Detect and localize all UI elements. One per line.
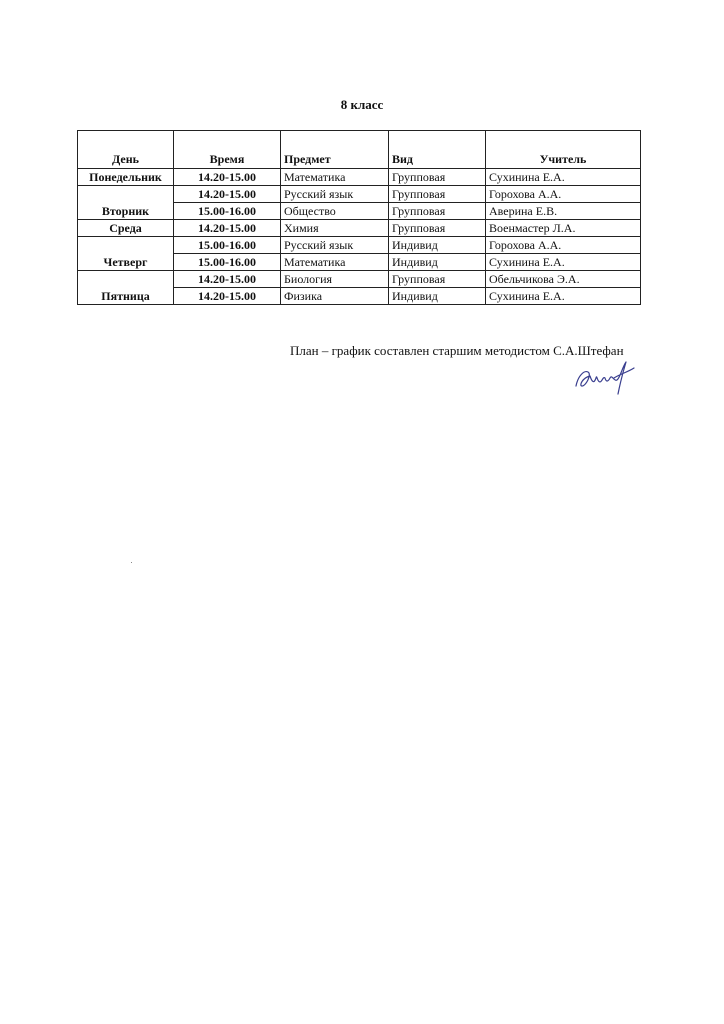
teacher-cell: Сухинина Е.А. — [486, 254, 641, 271]
header-day: День — [78, 131, 174, 169]
type-cell: Индивид — [389, 254, 486, 271]
page-title: 8 класс — [340, 97, 384, 112]
type-cell: Групповая — [389, 186, 486, 203]
day-cell: Пятница — [78, 271, 174, 305]
subject-cell: Общество — [281, 203, 389, 220]
time-cell: 15.00-16.00 — [174, 237, 281, 254]
handwritten-signature-icon — [570, 356, 640, 396]
table-row — [78, 237, 641, 254]
table-row — [78, 169, 641, 186]
header-time: Время — [174, 131, 281, 169]
table-header-row — [78, 131, 641, 169]
table-row — [78, 186, 641, 203]
subject-cell: Химия — [281, 220, 389, 237]
teacher-cell: Сухинина Е.А. — [486, 288, 641, 305]
table-row — [78, 271, 641, 288]
day-cell: Понедельник — [78, 169, 174, 186]
time-cell: 14.20-15.00 — [174, 186, 281, 203]
subject-cell: Математика — [281, 169, 389, 186]
time-cell: 15.00-16.00 — [174, 203, 281, 220]
type-cell: Индивид — [389, 237, 486, 254]
teacher-cell: Обельчикова Э.А. — [486, 271, 641, 288]
header-teacher: Учитель — [486, 131, 641, 169]
time-cell: 14.20-15.00 — [174, 220, 281, 237]
day-cell: Вторник — [78, 186, 174, 220]
day-cell: Четверг — [78, 237, 174, 271]
header-subject: Предмет — [281, 131, 389, 169]
schedule-table — [77, 130, 641, 305]
type-cell: Индивид — [389, 288, 486, 305]
teacher-cell: Горохова А.А. — [486, 186, 641, 203]
time-cell: 15.00-16.00 — [174, 254, 281, 271]
subject-cell: Физика — [281, 288, 389, 305]
teacher-cell: Сухинина Е.А. — [486, 169, 641, 186]
time-cell: 14.20-15.00 — [174, 169, 281, 186]
day-cell: Среда — [78, 220, 174, 237]
type-cell: Групповая — [389, 203, 486, 220]
type-cell: Групповая — [389, 271, 486, 288]
subject-cell: Русский язык — [281, 186, 389, 203]
teacher-cell: Военмастер Л.А. — [486, 220, 641, 237]
teacher-cell: Горохова А.А. — [486, 237, 641, 254]
footer-note: План – график составлен старшим методистом С.А.Штефан — [290, 343, 624, 358]
teacher-cell: Аверина Е.В. — [486, 203, 641, 220]
header-type: Вид — [389, 131, 486, 169]
table-row — [78, 220, 641, 237]
time-cell: 14.20-15.00 — [174, 271, 281, 288]
type-cell: Групповая — [389, 169, 486, 186]
subject-cell: Биология — [281, 271, 389, 288]
type-cell: Групповая — [389, 220, 486, 237]
subject-cell: Русский язык — [281, 237, 389, 254]
scan-speck — [131, 562, 132, 563]
subject-cell: Математика — [281, 254, 389, 271]
time-cell: 14.20-15.00 — [174, 288, 281, 305]
